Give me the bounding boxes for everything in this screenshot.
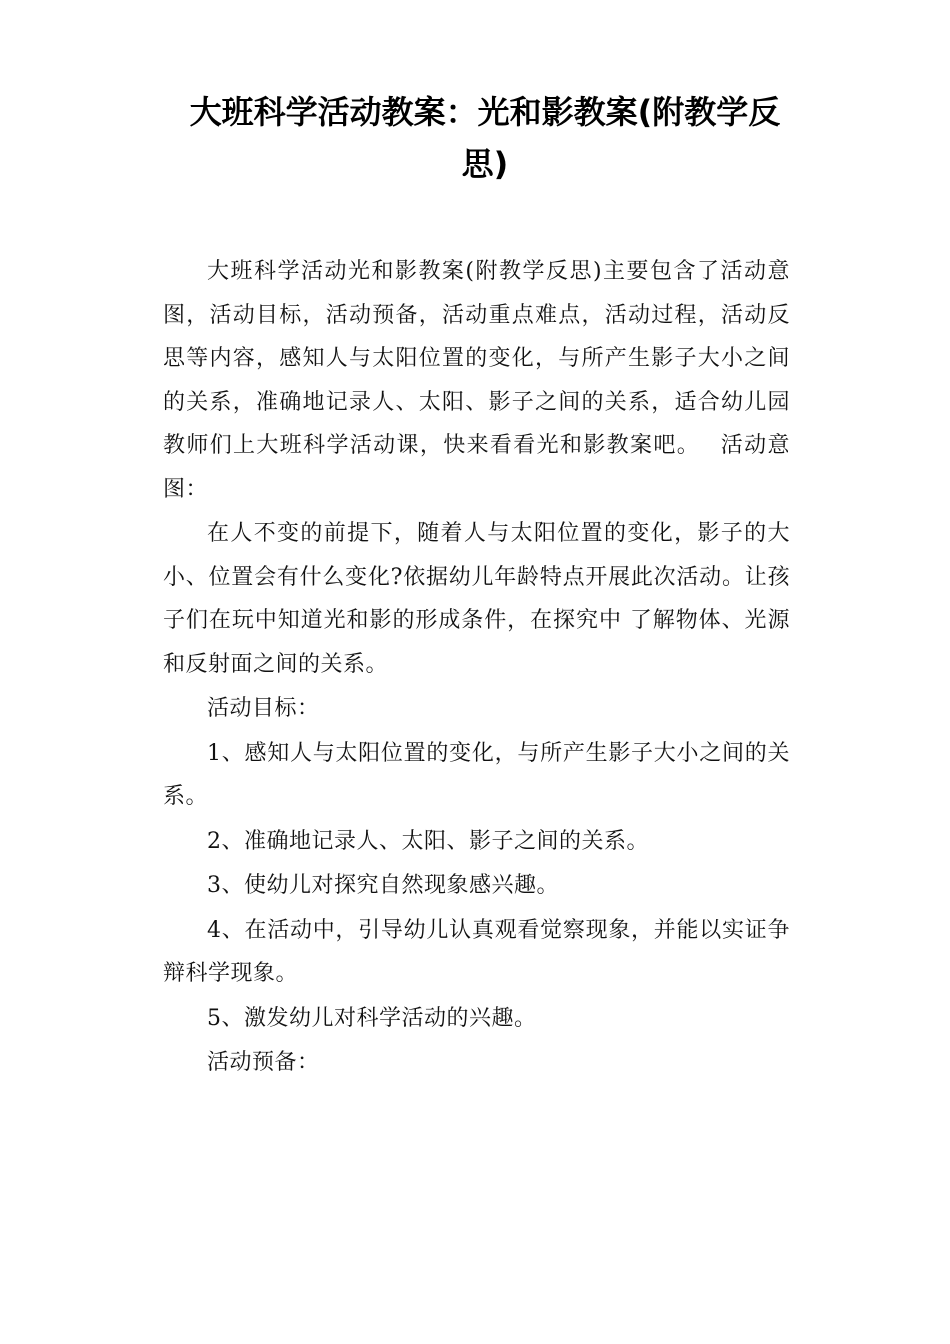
goal-item-1: 1、感知人与太阳位置的变化，与所产生影子大小之间的关系。 [163, 740, 790, 809]
heading-goals: 活动目标： [207, 696, 320, 721]
paragraph-intro: 大班科学活动光和影教案(附教学反思)主要包含了活动意图，活动目标，活动预备，活动重点难点，活动过程，活动反思等内容，感知人与太阳位置的变化，与所产生影子大小之间的关系，准确地记录人、太阳、影子之间的关系，适合幼儿园教师们上大班科学活动课，快来看看光和影教案吧。 活动意图： [163, 259, 790, 502]
document-body [163, 250, 790, 1085]
heading-preparation: 活动预备： [207, 1050, 320, 1075]
document-title: 大班科学活动教案：光和影教案(附教学反思) [189, 93, 781, 183]
paragraph-intent: 在人不变的前提下，随着人与太阳位置的变化，影子的大小、位置会有什么变化?依据幼儿年龄特点开展此次活动。让孩子们在玩中知道光和影的形成条件，在探究中 了解物体、光源和反射面之间的关系。 [163, 521, 790, 677]
goal-item-4: 4、在活动中，引导幼儿认真观看觉察现象，并能以实证争辩科学现象。 [163, 917, 790, 986]
goal-item-3: 3、使幼儿对探究自然现象感兴趣。 [207, 873, 559, 898]
goal-item-2: 2、准确地记录人、太阳、影子之间的关系。 [207, 828, 649, 854]
goal-item-5: 5、激发幼儿对科学活动的兴趣。 [207, 1005, 537, 1031]
